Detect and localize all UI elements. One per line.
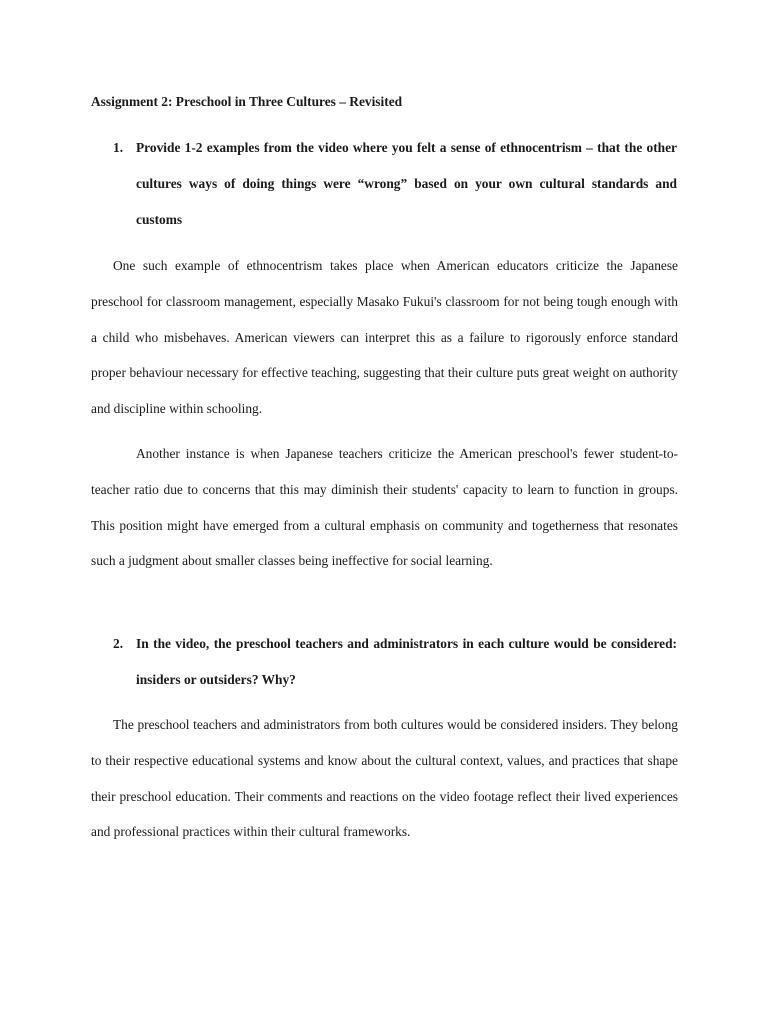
question-2-text: In the video, the preschool teachers and administrators in each culture would be considered: insiders or outsiders? Why? (136, 636, 677, 687)
answer-2-paragraph: The preschool teachers and administrators from both cultures would be considered insiders. They belong to their respective educational systems and know about the cultural context, values, and practices that shape their preschool education. Their comments and reactions on the video footage reflect their lived experiences and professional practices within their cultural frameworks. (91, 717, 678, 840)
question-2 (91, 626, 677, 698)
question-1-text: Provide 1-2 examples from the video where you felt a sense of ethnocentrism – that the other cultures ways of doing things were “wrong” based on your own cultural standards and customs (136, 140, 677, 227)
answer-1-paragraph-1: One such example of ethnocentrism takes place when American educators criticize the Japanese preschool for classroom management, especially Masako Fukui's classroom for not being tough enough with a child who misbehaves. American viewers can interpret this as a failure to rigorously enforce standard proper behaviour necessary for effective teaching, suggesting that their culture puts great weight on authority and discipline within schooling. (91, 258, 678, 417)
question-1 (91, 130, 677, 237)
question-1-number: 1. (113, 140, 124, 155)
question-2-number: 2. (113, 636, 124, 651)
document-title: Assignment 2: Preschool in Three Cultures – Revisited (91, 94, 403, 109)
answer-1-paragraph-2: Another instance is when Japanese teachers criticize the American preschool's fewer student-to-teacher ratio due to concerns that this may diminish their students' capacity to learn to function in groups. This position might have emerged from a cultural emphasis on community and togetherness that resonates such a judgment about smaller classes being ineffective for social learning. (91, 446, 678, 569)
